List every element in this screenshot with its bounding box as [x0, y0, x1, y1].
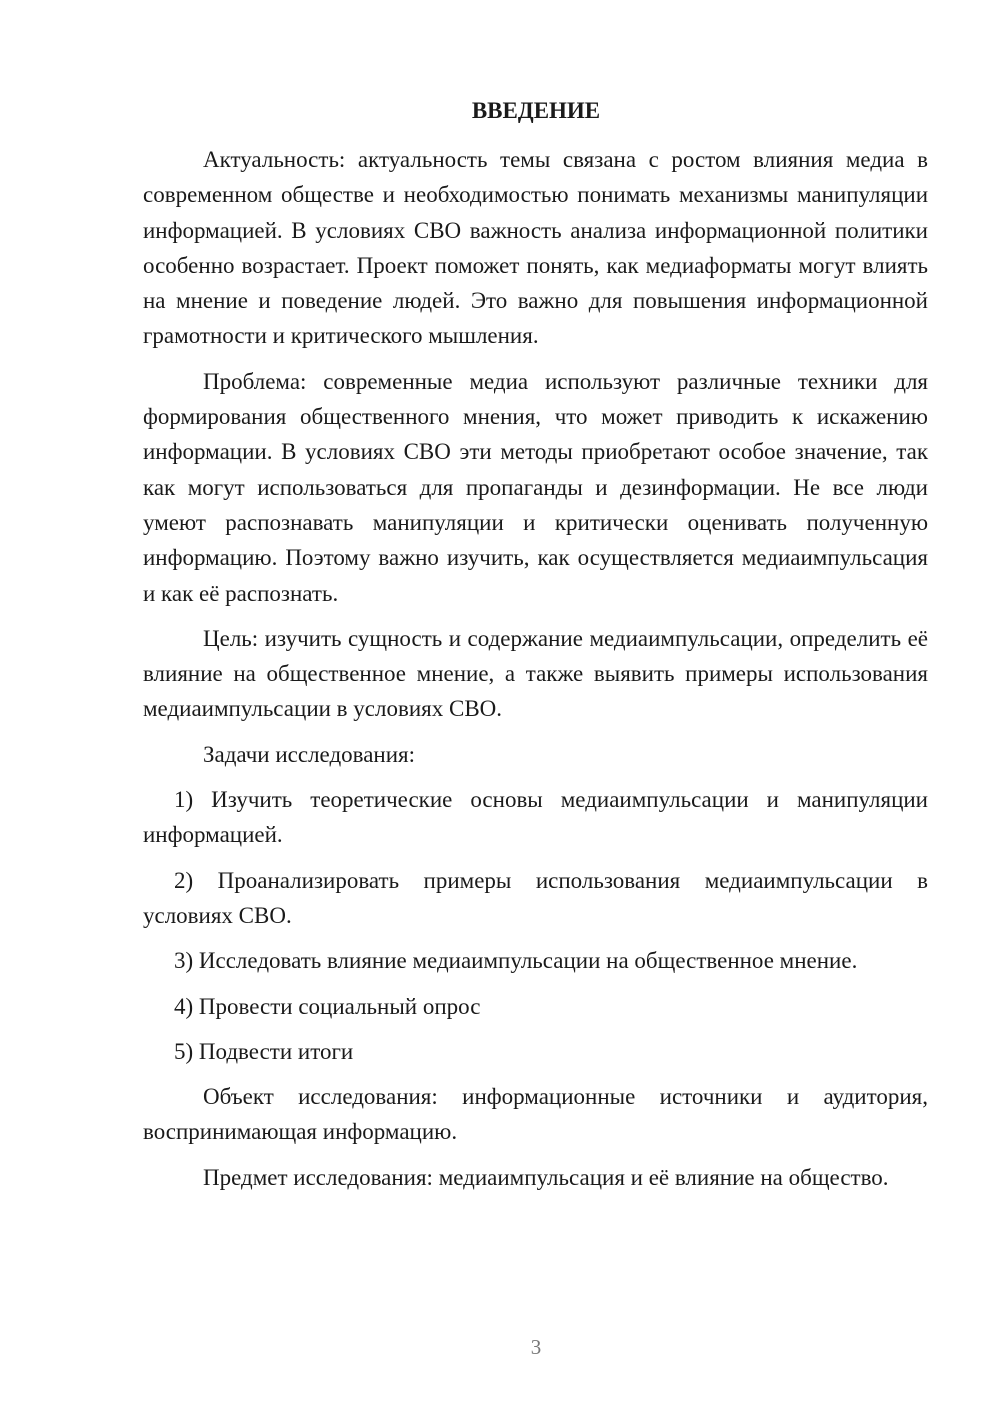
task-item-3: 3) Исследовать влияние медиаимпульсации на общественное мнение. — [174, 948, 858, 974]
paragraph-tasks-heading: Задачи исследования: — [203, 741, 416, 767]
task-item-2: 2) Проанализировать примеры использования медиаимпульсации в условиях СВО. — [143, 867, 928, 928]
paragraph-relevance: Актуальность: актуальность темы связана с ростом влияния медиа в современном обществе и необходимостью понимать механизмы манипуляции информацией. В условиях СВО важность анализа информационной политики особенно возрастает. Проект поможет понять, как медиаформаты могут влиять на мнение и поведение людей. Это важно для повышения информационной грамотности и критического мышления. — [143, 147, 928, 349]
paragraph-goal: Цель: изучить сущность и содержание медиаимпульсации, определить её влияние на общественное мнение, а также выявить примеры использования медиаимпульсации в условиях СВО. — [143, 625, 928, 722]
page-number: 3 — [530, 1335, 542, 1359]
page-title: ВВЕДЕНИЕ — [471, 98, 601, 123]
task-item-1: 1) Изучить теоретические основы медиаимпульсации и манипуляции информацией. — [143, 787, 928, 848]
task-item-4: 4) Провести социальный опрос — [174, 993, 481, 1019]
paragraph-object: Объект исследования: информационные источники и аудитория, воспринимающая информацию. — [143, 1084, 928, 1145]
paragraph-problem: Проблема: современные медиа используют различные техники для формирования общественного мнения, что может приводить к искажению информации. В условиях СВО эти методы приобретают особое значение, так как могут использоваться для пропаганды и дезинформации. Не все люди умеют распознавать манипуляции и критически оценивать полученную информацию. Поэтому важно изучить, как осуществляется медиаимпульсация и как её распознать. — [143, 368, 928, 606]
task-item-5: 5) Подвести итоги — [174, 1038, 354, 1064]
paragraph-subject: Предмет исследования: медиаимпульсация и её влияние на общество. — [203, 1164, 889, 1190]
document-body — [143, 142, 928, 1205]
